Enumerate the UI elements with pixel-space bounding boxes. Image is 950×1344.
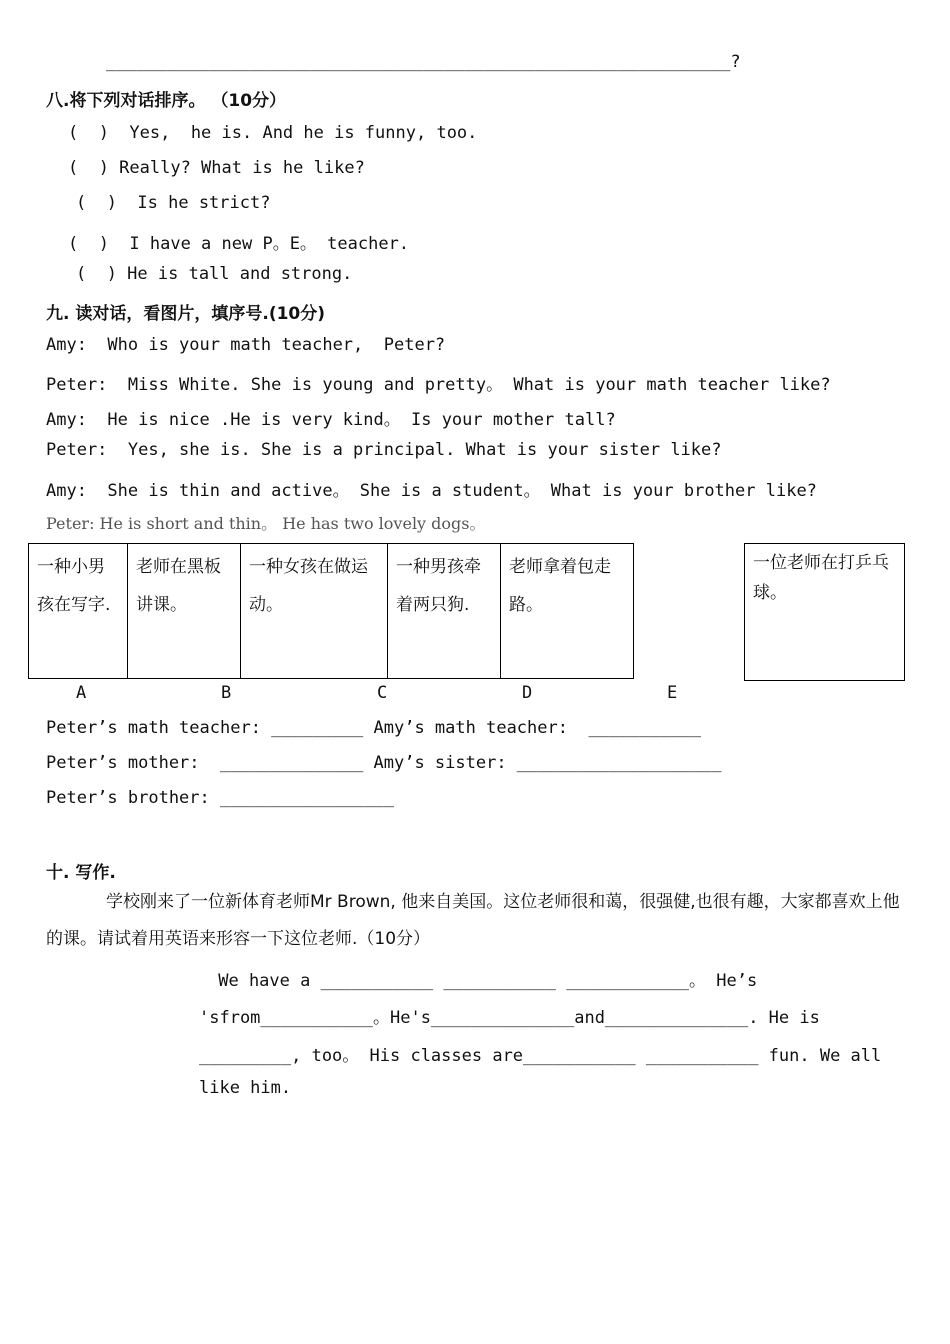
writing-line: like him. bbox=[199, 1078, 292, 1098]
section10-title: 十. 写作. bbox=[46, 863, 116, 883]
dialogue-line: Peter: He is short and thin。 He has two lovely dogs。 bbox=[46, 514, 486, 533]
dialogue-line: Amy: Who is your math teacher, Peter? bbox=[46, 335, 446, 355]
picture-box-b: 老师在黑板讲课。 bbox=[127, 543, 241, 679]
dialogue-line: Peter: Miss White. She is young and pretty。 What is your math teacher like? bbox=[46, 375, 831, 395]
top-answer-line: _____________________________________________________________? bbox=[106, 52, 741, 72]
section8-item: ( ) He is tall and strong. bbox=[76, 264, 353, 284]
writing-prompt: 学校刚来了一位新体育老师Mr Brown, 他来自美国。这位老师很和蔼，很强健,也很有趣，大家都喜欢上他的课。请试着用英语来形容一下这位老师.（10分） bbox=[46, 892, 900, 949]
label-e: E bbox=[667, 683, 678, 703]
writing-line: _________, too。 His classes are___________ ___________ fun. We all bbox=[199, 1046, 882, 1066]
dialogue-line: Amy: He is nice .He is very kind。 Is your mother tall? bbox=[46, 410, 616, 430]
picture-box-c: 一种女孩在做运动。 bbox=[240, 543, 388, 679]
answer-line: Peter’s math teacher: _________ Amy’s math teacher: ___________ bbox=[46, 718, 702, 738]
answer-line: Peter’s brother: _________________ bbox=[46, 788, 394, 808]
dialogue-line: Amy: She is thin and active。 She is a student。 What is your brother like? bbox=[46, 481, 817, 501]
section8-item: ( ) Really? What is he like? bbox=[68, 158, 365, 178]
writing-line: 'sfrom___________。He's______________and______________. He is bbox=[199, 1008, 820, 1028]
picture-box-d: 一种男孩牵着两只狗. bbox=[387, 543, 501, 679]
picture-box-e: 老师拿着包走路。 bbox=[500, 543, 634, 679]
section8-title: 八.将下列对话排序。 （10分） bbox=[46, 91, 287, 111]
section8-item: ( ) I have a new P。E。 teacher. bbox=[68, 234, 410, 254]
section9-title: 九. 读对话，看图片，填序号.(10分) bbox=[46, 304, 326, 324]
section8-item: ( ) Yes, he is. And he is funny, too. bbox=[68, 123, 478, 143]
writing-line: We have a ___________ ___________ ____________。 He’s bbox=[208, 971, 758, 991]
picture-box-f: 一位老师在打乒乓球。 bbox=[744, 543, 905, 681]
label-b: B bbox=[221, 683, 232, 703]
label-d: D bbox=[522, 683, 533, 703]
label-a: A bbox=[76, 683, 87, 703]
section8-item: ( ) Is he strict? bbox=[76, 193, 271, 213]
dialogue-line: Peter: Yes, she is. She is a principal. What is your sister like? bbox=[46, 440, 722, 460]
picture-box-a: 一种小男孩在写字. bbox=[28, 543, 128, 679]
answer-line: Peter’s mother: ______________ Amy’s sister: ____________________ bbox=[46, 753, 722, 773]
label-c: C bbox=[377, 683, 388, 703]
